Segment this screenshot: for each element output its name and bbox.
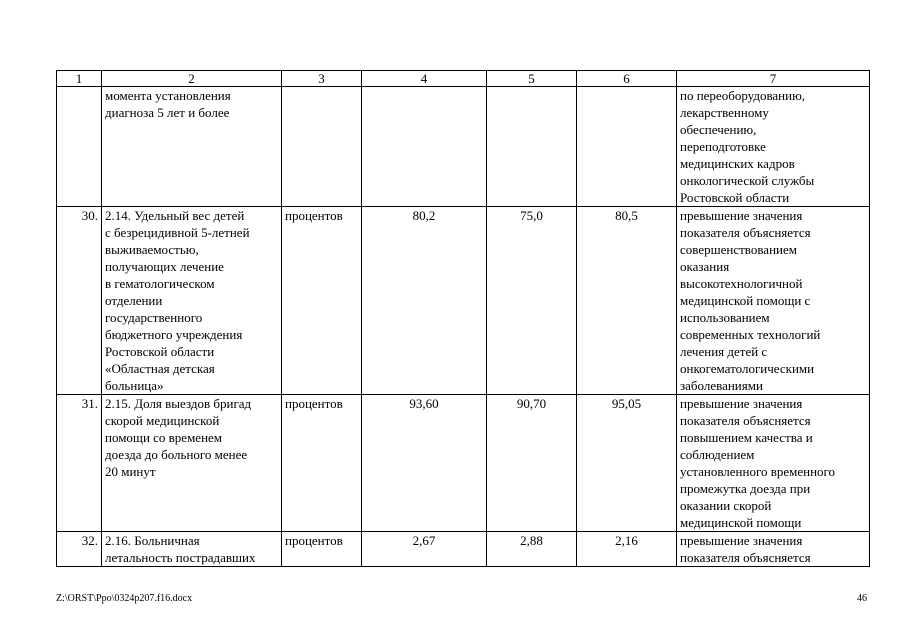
value-col-4 xyxy=(362,87,487,207)
header-col-1: 1 xyxy=(57,71,102,87)
value-col-4: 93,60 xyxy=(362,395,487,532)
value-col-6: 2,16 xyxy=(577,532,677,567)
value-col-5: 90,70 xyxy=(487,395,577,532)
value-col-5 xyxy=(487,87,577,207)
header-col-3: 3 xyxy=(282,71,362,87)
header-col-2: 2 xyxy=(102,71,282,87)
unit-cell xyxy=(282,87,362,207)
row-number: 31. xyxy=(57,395,102,532)
value-col-6 xyxy=(577,87,677,207)
value-col-4: 2,67 xyxy=(362,532,487,567)
table-row-32 xyxy=(57,532,870,567)
unit-cell: процентов xyxy=(282,207,362,395)
indicator-name: момента установления диагноза 5 лет и более xyxy=(102,87,282,207)
value-col-6: 80,5 xyxy=(577,207,677,395)
explanation-cell: превышение значения показателя объясняется совершенствованием оказания высокотехнологичной медицинской помощи с использованием современных технологий лечения детей с онкогематологическими заболеваниями xyxy=(677,207,870,395)
table-row-31 xyxy=(57,395,870,532)
explanation-cell: по переоборудованию, лекарственному обеспечению, переподготовке медицинских кадров онкологической службы Ростовской области xyxy=(677,87,870,207)
unit-cell: процентов xyxy=(282,395,362,532)
unit-cell: процентов xyxy=(282,532,362,567)
explanation-cell: превышение значения показателя объясняется повышением качества и соблюдением установленного временного промежутка доезда при оказании скорой медицинской помощи xyxy=(677,395,870,532)
table-row-continuation xyxy=(57,87,870,207)
value-col-5: 2,88 xyxy=(487,532,577,567)
header-col-4: 4 xyxy=(362,71,487,87)
table-row-30 xyxy=(57,207,870,395)
table-header-row xyxy=(57,71,870,87)
value-col-6: 95,05 xyxy=(577,395,677,532)
row-number xyxy=(57,87,102,207)
header-col-6: 6 xyxy=(577,71,677,87)
indicator-name: 2.14. Удельный вес детей с безрецидивной 5-летней выживаемостью, получающих лечение в гематологическом отделении государственного бюджетного учреждения Ростовской области «Областная детская больница» xyxy=(102,207,282,395)
row-number: 30. xyxy=(57,207,102,395)
indicators-table xyxy=(56,70,870,567)
footer-page-number: 46 xyxy=(857,593,867,604)
value-col-5: 75,0 xyxy=(487,207,577,395)
explanation-cell: превышение значения показателя объясняется xyxy=(677,532,870,567)
row-number: 32. xyxy=(57,532,102,567)
header-col-5: 5 xyxy=(487,71,577,87)
footer-file-path: Z:\ORST\Ppo\0324p207.f16.docx xyxy=(56,593,193,604)
indicator-name: 2.15. Доля выездов бригад скорой медицинской помощи со временем доезда до больного менее 20 минут xyxy=(102,395,282,532)
indicator-name: 2.16. Больничная летальность пострадавших xyxy=(102,532,282,567)
value-col-4: 80,2 xyxy=(362,207,487,395)
header-col-7: 7 xyxy=(677,71,870,87)
